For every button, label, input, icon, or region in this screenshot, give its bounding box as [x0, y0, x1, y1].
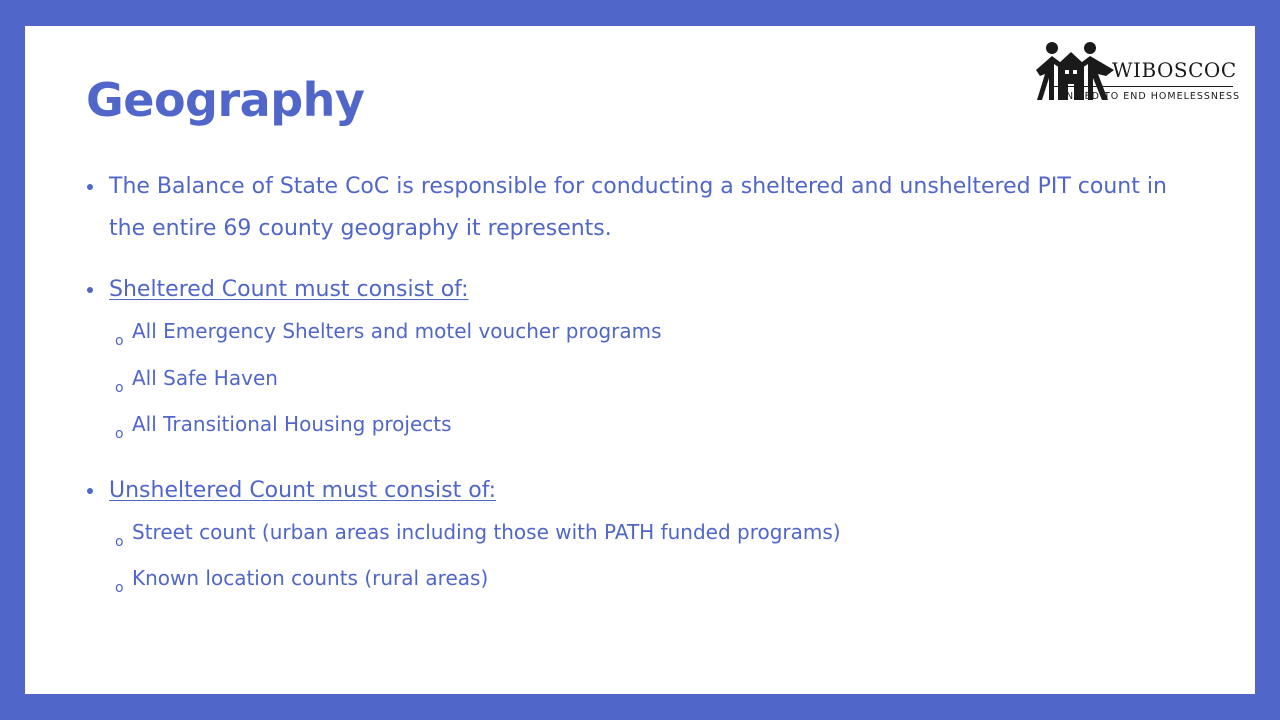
sheltered-item: All Safe Haven [132, 366, 278, 390]
bullet-dot [87, 184, 93, 190]
sheltered-item: All Emergency Shelters and motel voucher programs [132, 319, 662, 343]
slide [25, 26, 1255, 694]
logo-divider [1053, 86, 1233, 87]
unsheltered-item: Known location counts (rural areas) [132, 566, 489, 590]
logo-tagline: UNITED TO END HOMELESSNESS [1058, 91, 1241, 102]
logo-name: WIBOSCOC [1112, 58, 1237, 82]
slide-title: Geography [86, 73, 365, 127]
unsheltered-item: Street count (urban areas including those with PATH funded programs) [132, 520, 841, 544]
sub-bullet-marker: o [115, 333, 124, 349]
bullet-dot [87, 287, 93, 293]
wiboscoc-logo [1030, 36, 1245, 116]
sub-bullet-marker: o [115, 580, 124, 596]
unsheltered-heading: Unsheltered Count must consist of: [109, 478, 497, 503]
sub-bullet-marker: o [115, 426, 124, 442]
sub-bullet-marker: o [115, 380, 124, 396]
sub-bullet-marker: o [115, 534, 124, 550]
intro-text: The Balance of State CoC is responsible for conducting a sheltered and unsheltered PIT count in the entire 69 county geography it represents. [109, 174, 1167, 241]
bullet-dot [87, 488, 93, 494]
sheltered-item: All Transitional Housing projects [132, 412, 452, 436]
sheltered-heading: Sheltered Count must consist of: [109, 277, 469, 302]
